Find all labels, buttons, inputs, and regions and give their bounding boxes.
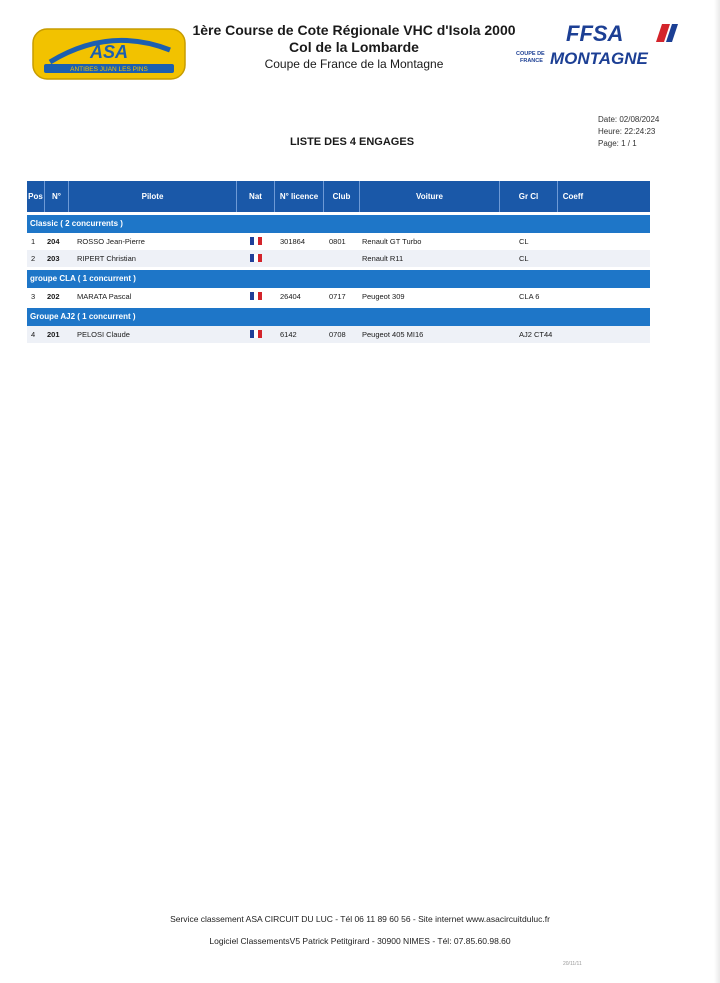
header-grcl: Gr Cl (500, 181, 558, 212)
cell-licence: 301864 (280, 237, 306, 246)
document-meta (598, 114, 659, 150)
header-licence: N° licence (275, 181, 324, 212)
cell-licence: 6142 (280, 330, 297, 339)
header-pilote: Pilote (69, 181, 237, 212)
cell-grcl: CL (519, 254, 529, 263)
group-header-classic: Classic ( 2 concurrents ) (27, 215, 650, 233)
header-voiture: Voiture (360, 181, 500, 212)
france-flag-icon (250, 254, 262, 262)
table-row (27, 288, 650, 305)
cell-pilote: ROSSO Jean-Pierre (77, 237, 145, 246)
cell-voiture: Peugeot 309 (362, 292, 405, 301)
event-title-block (180, 22, 528, 72)
header-club: Club (324, 181, 360, 212)
cell-voiture: Peugeot 405 MI16 (362, 330, 424, 339)
cell-grcl: AJ2 CT44 (519, 330, 553, 339)
cell-voiture: Renault GT Turbo (362, 237, 422, 246)
france-flag-icon (250, 330, 262, 338)
footer-software-line: Logiciel ClassementsV5 Patrick Petitgirard - 30900 NIMES - Tél: 07.85.60.98.60 (209, 936, 511, 946)
group-header-aj2: Groupe AJ2 ( 1 concurrent ) (27, 308, 650, 326)
france-flag-icon (250, 292, 262, 300)
footer-service-line: Service classement ASA CIRCUIT DU LUC - Tél 06 11 89 60 56 - Site internet www.asacircuitduluc.fr (170, 914, 550, 924)
page-stamp: 20/11/11 (563, 961, 582, 967)
cell-num: 202 (47, 292, 60, 301)
header-nat: Nat (237, 181, 275, 212)
header-pos: Pos (27, 181, 45, 212)
table-row (27, 250, 650, 267)
cell-club: 0801 (329, 237, 346, 246)
cell-club: 0708 (329, 330, 346, 339)
table-row (27, 326, 650, 343)
cell-pilote: PELOSI Claude (77, 330, 130, 339)
event-venue: Col de la Lombarde (289, 39, 419, 55)
ffsa-sub-2: FRANCE (520, 58, 543, 64)
cell-pos: 4 (31, 330, 36, 339)
header-num: N° (45, 181, 69, 212)
table-row (27, 233, 650, 250)
ffsa-montagne-logo (514, 22, 682, 68)
scan-edge (714, 0, 720, 983)
table-header (27, 181, 650, 212)
cell-club: 0717 (329, 292, 346, 301)
ffsa-sub-1: COUPE DE (516, 51, 545, 57)
meta-date: Date: 02/08/2024 (598, 115, 660, 124)
event-championship: Coupe de France de la Montagne (264, 57, 444, 71)
cell-licence: 26404 (280, 292, 301, 301)
header-coeff: Coeff (562, 192, 584, 201)
entries-table (27, 181, 650, 343)
montagne-text: MONTAGNE (550, 49, 648, 68)
asa-logo-text: ASA (89, 42, 129, 62)
cell-num: 201 (47, 330, 60, 339)
cell-voiture: Renault R11 (362, 254, 404, 263)
cell-num: 203 (47, 254, 60, 263)
cell-pos: 2 (31, 254, 36, 263)
event-title: 1ère Course de Cote Régionale VHC d'Isola 2000 (192, 22, 516, 38)
meta-page: Page: 1 / 1 (598, 139, 637, 148)
cell-pilote: MARATA Pascal (77, 292, 132, 301)
cell-grcl: CL (519, 237, 529, 246)
asa-logo-subtitle: ANTIBES JUAN LES PINS (70, 66, 148, 73)
cell-pos: 3 (31, 292, 36, 301)
asa-logo (32, 28, 186, 80)
group-header-cla: groupe CLA ( 1 concurrent ) (27, 270, 650, 288)
cell-pilote: RIPERT Christian (77, 254, 136, 263)
meta-time: Heure: 22:24:23 (598, 127, 656, 136)
list-title: LISTE DES 4 ENGAGES (289, 136, 415, 148)
ffsa-text: FFSA (566, 22, 624, 46)
cell-grcl: CLA 6 (519, 292, 540, 301)
cell-pos: 1 (31, 237, 36, 246)
cell-num: 204 (47, 237, 60, 246)
france-flag-icon (250, 237, 262, 245)
